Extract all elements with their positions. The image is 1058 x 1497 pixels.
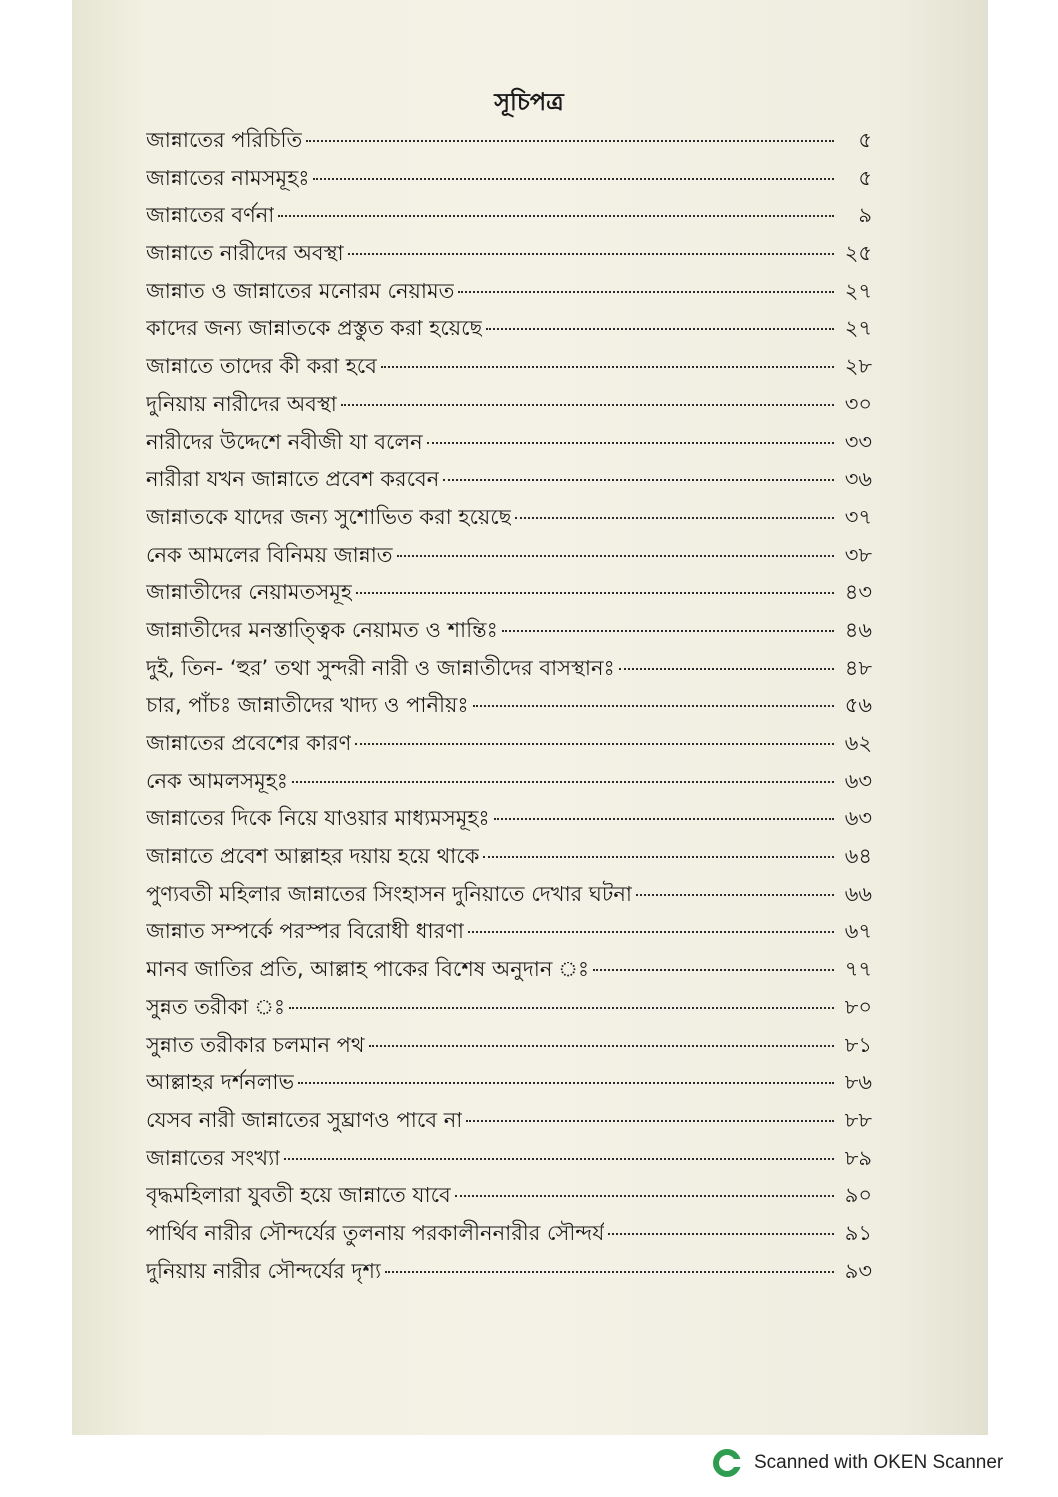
toc-entry-title: জান্নাতের প্রবেশের কারণ bbox=[146, 731, 352, 755]
toc-entry bbox=[146, 275, 872, 313]
dot-leader bbox=[278, 215, 834, 217]
toc-entry-title: জান্নাতের দিকে নিয়ে যাওয়ার মাধ্যমসমূহঃ bbox=[146, 806, 490, 831]
toc-entry-page-number: ৯ bbox=[858, 203, 872, 228]
toc-entry-title: সুন্নত তরীকা ঃ bbox=[146, 994, 286, 1019]
toc-entry bbox=[146, 1029, 872, 1067]
dot-leader bbox=[502, 630, 834, 632]
toc-entry-title: নারীরা যখন জান্নাতে প্রবেশ করবেন bbox=[146, 467, 440, 492]
dot-leader bbox=[397, 555, 834, 557]
toc-entry-page-number: ৮৬ bbox=[844, 1070, 872, 1095]
dot-leader bbox=[427, 442, 834, 444]
dot-leader bbox=[608, 1233, 834, 1235]
toc-entry-title: নেক আমলসমূহঃ bbox=[146, 768, 288, 793]
toc-entry-title: জান্নাতকে যাদের জন্য সুশোভিত করা হয়েছে bbox=[146, 504, 512, 529]
scanner-watermark-text: Scanned with OKEN Scanner bbox=[754, 1452, 1004, 1473]
table-of-contents bbox=[146, 124, 872, 1292]
toc-entry-title: জান্নাত ও জান্নাতের মনোরম নেয়ামত bbox=[146, 278, 455, 303]
toc-entry-title: যেসব নারী জান্নাতের সুঘ্রাণও পাবে না bbox=[146, 1107, 463, 1132]
toc-entry bbox=[146, 1142, 872, 1180]
toc-entry-title: আল্লাহর দর্শনলাভ bbox=[146, 1070, 295, 1095]
toc-entry-title: জান্নাতের বর্ণনা bbox=[146, 203, 275, 228]
toc-entry bbox=[146, 689, 872, 727]
toc-entry-title: জান্নাতের পরিচিতি bbox=[146, 128, 303, 152]
toc-entry bbox=[146, 953, 872, 991]
toc-entry bbox=[146, 802, 872, 840]
toc-entry-title: নেক আমলের বিনিময় জান্নাত bbox=[146, 542, 393, 567]
dot-leader bbox=[284, 1158, 834, 1160]
dot-leader bbox=[494, 818, 834, 820]
toc-entry-page-number: ৯১ bbox=[844, 1220, 872, 1245]
toc-entry-page-number: ২৭ bbox=[844, 316, 872, 341]
toc-entry-title: জান্নাত সম্পর্কে পরস্পর বিরোধী ধারণা bbox=[146, 919, 464, 944]
toc-entry-title: বৃদ্ধমহিলারা যুবতী হয়ে জান্নাতে যাবে bbox=[146, 1183, 451, 1208]
toc-entry-page-number: ৬৩ bbox=[844, 768, 872, 793]
dot-leader bbox=[356, 592, 834, 594]
dot-leader bbox=[443, 479, 834, 481]
toc-entry-title: জান্নাতে তাদের কী করা হবে bbox=[146, 354, 377, 379]
toc-entry-page-number: ৬৬ bbox=[844, 881, 872, 906]
toc-entry-title: জান্নাতের সংখ্যা bbox=[146, 1145, 281, 1170]
toc-entry-page-number: ৩৭ bbox=[844, 504, 872, 529]
toc-entry-title: দুনিয়ায় নারীদের অবস্থা bbox=[146, 391, 337, 416]
toc-entry bbox=[146, 1255, 872, 1293]
dot-leader bbox=[292, 781, 834, 783]
dot-leader bbox=[636, 894, 834, 896]
toc-entry bbox=[146, 991, 872, 1029]
toc-entry-page-number: ২৮ bbox=[844, 354, 872, 379]
toc-entry-page-number: ৪৮ bbox=[844, 655, 872, 680]
toc-entry-title: জান্নাতের নামসমূহঃ bbox=[146, 165, 310, 190]
toc-entry-page-number: ৪৬ bbox=[844, 617, 872, 642]
dot-leader bbox=[486, 328, 834, 330]
toc-entry-title: মানব জাতির প্রতি, আল্লাহ পাকের বিশেষ অনুদান ঃ bbox=[146, 957, 590, 982]
toc-entry-page-number: ২৫ bbox=[844, 241, 872, 266]
dot-leader bbox=[483, 856, 834, 858]
toc-entry-page-number: ৮৯ bbox=[844, 1145, 872, 1170]
toc-entry-page-number: ৪৩ bbox=[844, 580, 872, 605]
toc-entry-title: জান্নাতীদের নেয়ামতসমূহ bbox=[146, 580, 352, 605]
toc-entry bbox=[146, 840, 872, 878]
dot-leader bbox=[455, 1195, 834, 1197]
dot-leader bbox=[306, 140, 834, 142]
toc-entry bbox=[146, 1179, 872, 1217]
toc-entry-title: চার, পাঁচঃ জান্নাতীদের খাদ্য ও পানীয়ঃ bbox=[146, 693, 469, 718]
dot-leader bbox=[515, 517, 834, 519]
toc-entry-title: সুন্নাত তরীকার চলমান পথ bbox=[146, 1032, 365, 1057]
toc-entry-title: কাদের জন্য জান্নাতকে প্রস্তুত করা হয়েছে bbox=[146, 316, 483, 341]
toc-entry bbox=[146, 539, 872, 577]
toc-entry-page-number: ২৭ bbox=[844, 278, 872, 303]
toc-entry-title: দুনিয়ায় নারীর সৌন্দর্যের দৃশ্য bbox=[146, 1258, 382, 1283]
toc-entry-page-number: ৯৩ bbox=[844, 1258, 872, 1283]
oken-scanner-logo-icon bbox=[712, 1448, 742, 1478]
toc-entry bbox=[146, 237, 872, 275]
dot-leader bbox=[313, 178, 834, 180]
dot-leader bbox=[593, 969, 834, 971]
toc-entry bbox=[146, 426, 872, 464]
dot-leader bbox=[341, 404, 834, 406]
toc-entry-title: দুই, তিন- ‘হুর’ তথা সুন্দরী নারী ও জান্নাতীদের বাসস্থানঃ bbox=[146, 655, 615, 680]
toc-entry bbox=[146, 576, 872, 614]
toc-entry-page-number: ৮৮ bbox=[844, 1107, 872, 1132]
toc-entry-page-number: ৭৭ bbox=[844, 957, 872, 982]
toc-entry-page-number: ৮০ bbox=[844, 994, 872, 1019]
dot-leader bbox=[466, 1120, 834, 1122]
dot-leader bbox=[381, 366, 834, 368]
dot-leader bbox=[289, 1007, 834, 1009]
toc-entry bbox=[146, 614, 872, 652]
toc-entry-page-number: ৬২ bbox=[844, 731, 872, 755]
toc-entry bbox=[146, 1104, 872, 1142]
scanner-watermark bbox=[712, 1448, 1003, 1478]
toc-entry bbox=[146, 199, 872, 237]
toc-entry-page-number: ৫৬ bbox=[844, 693, 872, 718]
dot-leader bbox=[298, 1082, 834, 1084]
toc-entry-page-number: ৬৭ bbox=[844, 919, 872, 944]
toc-entry-title: নারীদের উদ্দেশে নবীজী যা বলেন bbox=[146, 429, 423, 454]
toc-entry-page-number: ৬৩ bbox=[844, 806, 872, 831]
toc-entry-title: জান্নাতে প্রবেশ আল্লাহর দয়ায় হয়ে থাকে bbox=[146, 844, 480, 869]
toc-entry bbox=[146, 727, 872, 765]
dot-leader bbox=[619, 668, 834, 670]
dot-leader bbox=[458, 291, 834, 293]
toc-entry bbox=[146, 878, 872, 916]
toc-entry bbox=[146, 1217, 872, 1255]
toc-entry-page-number: ৫ bbox=[858, 128, 872, 152]
dot-leader bbox=[468, 931, 834, 933]
toc-entry bbox=[146, 388, 872, 426]
toc-entry-title: পার্থিব নারীর সৌন্দর্যের তুলনায় পরকালীননারীর সৌন্দর্য bbox=[146, 1220, 605, 1245]
toc-entry bbox=[146, 915, 872, 953]
dot-leader bbox=[348, 253, 834, 255]
toc-entry bbox=[146, 501, 872, 539]
toc-entry-page-number: ৯০ bbox=[844, 1183, 872, 1208]
toc-entry bbox=[146, 652, 872, 690]
toc-entry bbox=[146, 765, 872, 803]
dot-leader bbox=[355, 743, 834, 745]
toc-entry-page-number: ৮১ bbox=[844, 1032, 872, 1057]
dot-leader bbox=[473, 705, 834, 707]
toc-entry-page-number: ৩০ bbox=[844, 391, 872, 416]
dot-leader bbox=[369, 1045, 834, 1047]
toc-entry bbox=[146, 162, 872, 200]
toc-entry-title: জান্নাতে নারীদের অবস্থা bbox=[146, 241, 344, 266]
toc-entry-page-number: ৫ bbox=[858, 165, 872, 190]
toc-entry bbox=[146, 1066, 872, 1104]
toc-entry-page-number: ৩৩ bbox=[844, 429, 872, 454]
toc-entry bbox=[146, 312, 872, 350]
toc-entry-page-number: ৩৮ bbox=[844, 542, 872, 567]
toc-entry-title: পুণ্যবতী মহিলার জান্নাতের সিংহাসন দুনিয়াতে দেখার ঘটনা bbox=[146, 881, 632, 906]
toc-entry-title: জান্নাতীদের মনস্তাত্ত্বিক নেয়ামত ও শান্তিঃ bbox=[146, 617, 498, 642]
dot-leader bbox=[385, 1271, 834, 1273]
toc-entry bbox=[146, 124, 872, 162]
toc-entry bbox=[146, 350, 872, 388]
toc-entry-page-number: ৬৪ bbox=[844, 844, 872, 869]
toc-entry-page-number: ৩৬ bbox=[844, 467, 872, 492]
page-title: সূচিপত্র bbox=[494, 88, 564, 116]
toc-entry bbox=[146, 463, 872, 501]
